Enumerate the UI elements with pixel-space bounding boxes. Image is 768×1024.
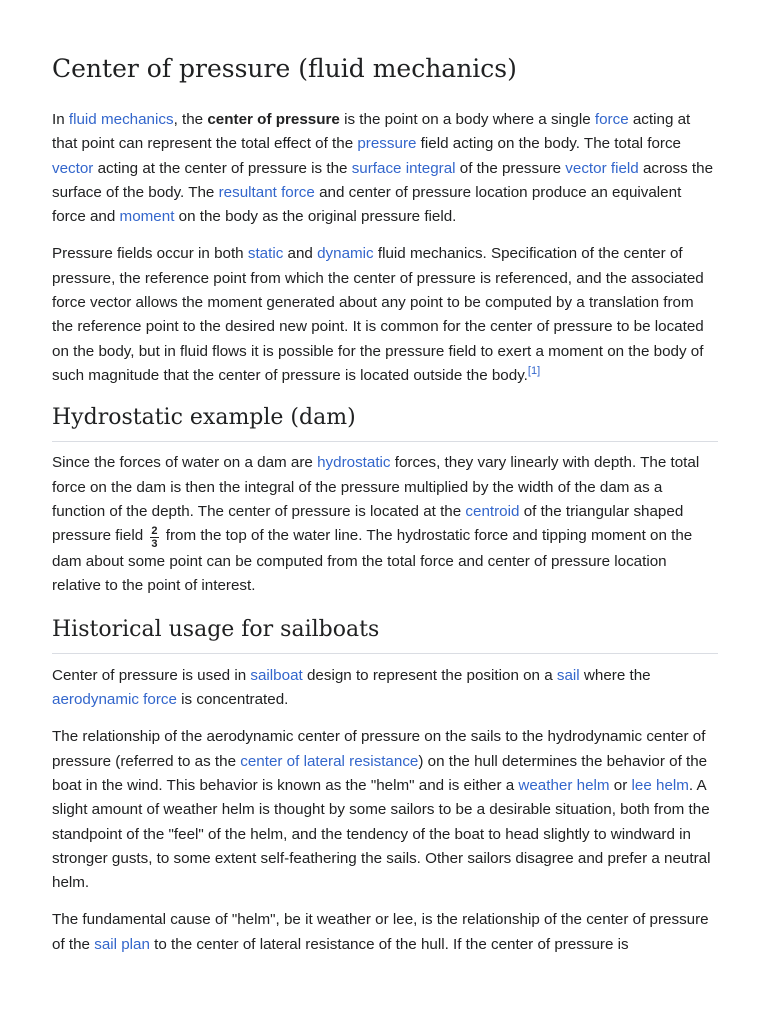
text: fluid mechanics. Specification of the center of pressure, the reference point from which the center of pressure is referenced, and the associated force vector allows the moment generated about any point to be computed by a translation from the reference point to the desired new point. It is common for the center of pressure to be located on the body, but in fluid flows it is possible for the pressure field to exert a moment on the body of such magnitude that the center of pressure is located outside the body.: [52, 245, 704, 384]
link-vector[interactable]: vector: [52, 159, 94, 177]
link-lee-helm[interactable]: lee helm: [631, 776, 689, 794]
text: forces, they vary linearly with depth. The total force on the dam is then the integral of the pressure multiplied by the width of the dam as a function of the depth. The center of pressure is located at the: [52, 454, 700, 520]
link-weather-helm[interactable]: weather helm: [518, 776, 610, 794]
link-center-of-lateral-resistance[interactable]: center of lateral resistance: [240, 752, 419, 770]
link-centroid[interactable]: centroid: [465, 502, 520, 520]
text: ) on the hull determines the behavior of the boat in the wind. This behavior is known as the "helm" and is either a: [52, 752, 708, 794]
text: Center of pressure is used in: [52, 666, 251, 684]
text: field acting on the body. The total force: [416, 135, 681, 153]
historical-paragraph-1: [52, 664, 718, 713]
section-heading-historical: Historical usage for sailboats: [52, 615, 718, 654]
link-sailboat[interactable]: sailboat: [250, 666, 303, 684]
text: Pressure fields occur in both: [52, 245, 248, 263]
text: is the point on a body where a single: [339, 111, 595, 128]
text: and center of pressure location produce an equivalent force and: [52, 183, 682, 226]
section-heading-hydrostatic: Hydrostatic example (dam): [52, 403, 718, 442]
text: design to represent the position on a: [302, 666, 557, 684]
text: is concentrated.: [176, 691, 289, 709]
hydrostatic-paragraph: [52, 451, 718, 598]
link-sail[interactable]: sail: [556, 666, 580, 684]
text: The relationship of the aerodynamic center of pressure on the sails to the hydrodynamic center of pressure (referred to as the: [52, 728, 706, 770]
historical-paragraph-3: [52, 908, 718, 957]
intro-paragraph-1: [52, 108, 718, 229]
link-dynamic[interactable]: dynamic: [317, 245, 374, 263]
text: from the top of the water line. The hydrostatic force and tipping moment on the dam about some point can be computed from the total force and center of pressure location relative to the point of interest.: [52, 527, 693, 595]
text: acting at the center of pressure is the: [93, 159, 352, 177]
link-pressure[interactable]: pressure: [357, 135, 417, 153]
link-hydrostatic[interactable]: hydrostatic: [317, 454, 391, 472]
text: . A slight amount of weather helm is thought by some sailors to be a desirable situation, both from the standpoint of the "feel" of the helm, and the tendency of the boat to head slightly to windward in stronger gusts, to some extent self-feathering the sails. Other sailors disagree and prefer a neutral helm.: [52, 776, 711, 892]
text: , the: [173, 111, 208, 128]
text: or: [609, 776, 632, 794]
bold-term-center-of-pressure: center of pressure: [207, 111, 340, 128]
text: on the body as the original pressure field.: [174, 208, 457, 226]
text: The fundamental cause of "helm", be it weather or lee, is the relationship of the center of pressure of the: [52, 911, 709, 953]
text: In: [52, 111, 69, 128]
reference-link-1[interactable]: [1]: [527, 364, 541, 377]
fraction-denominator: 3: [151, 538, 158, 551]
link-vector-field[interactable]: vector field: [565, 159, 639, 177]
text: across the surface of the body. The: [52, 159, 714, 201]
link-surface-integral[interactable]: surface integral: [351, 159, 456, 177]
text: and: [283, 245, 318, 263]
text: to the center of lateral resistance of the hull. If the center of pressure is: [149, 935, 629, 953]
text: acting at that point can represent the total effect of the: [52, 111, 691, 153]
link-static[interactable]: static: [247, 245, 284, 263]
link-aerodynamic-force[interactable]: aerodynamic force: [52, 691, 177, 709]
link-moment[interactable]: moment: [119, 208, 175, 226]
text: of the triangular shaped pressure field: [52, 502, 684, 545]
historical-paragraph-2: [52, 725, 718, 895]
text: of the pressure: [455, 159, 566, 177]
page-title: Center of pressure (fluid mechanics): [52, 54, 517, 83]
link-fluid-mechanics[interactable]: fluid mechanics: [68, 111, 174, 128]
intro-paragraph-2: [52, 242, 718, 388]
text: Since the forces of water on a dam are: [52, 454, 318, 472]
fraction-two-thirds: [150, 525, 158, 550]
fraction-numerator: 2: [151, 525, 158, 538]
link-sail-plan[interactable]: sail plan: [94, 935, 150, 953]
text: where the: [579, 666, 651, 684]
link-force[interactable]: force: [594, 111, 629, 128]
article: [52, 0, 718, 957]
link-resultant-force[interactable]: resultant force: [218, 183, 315, 201]
